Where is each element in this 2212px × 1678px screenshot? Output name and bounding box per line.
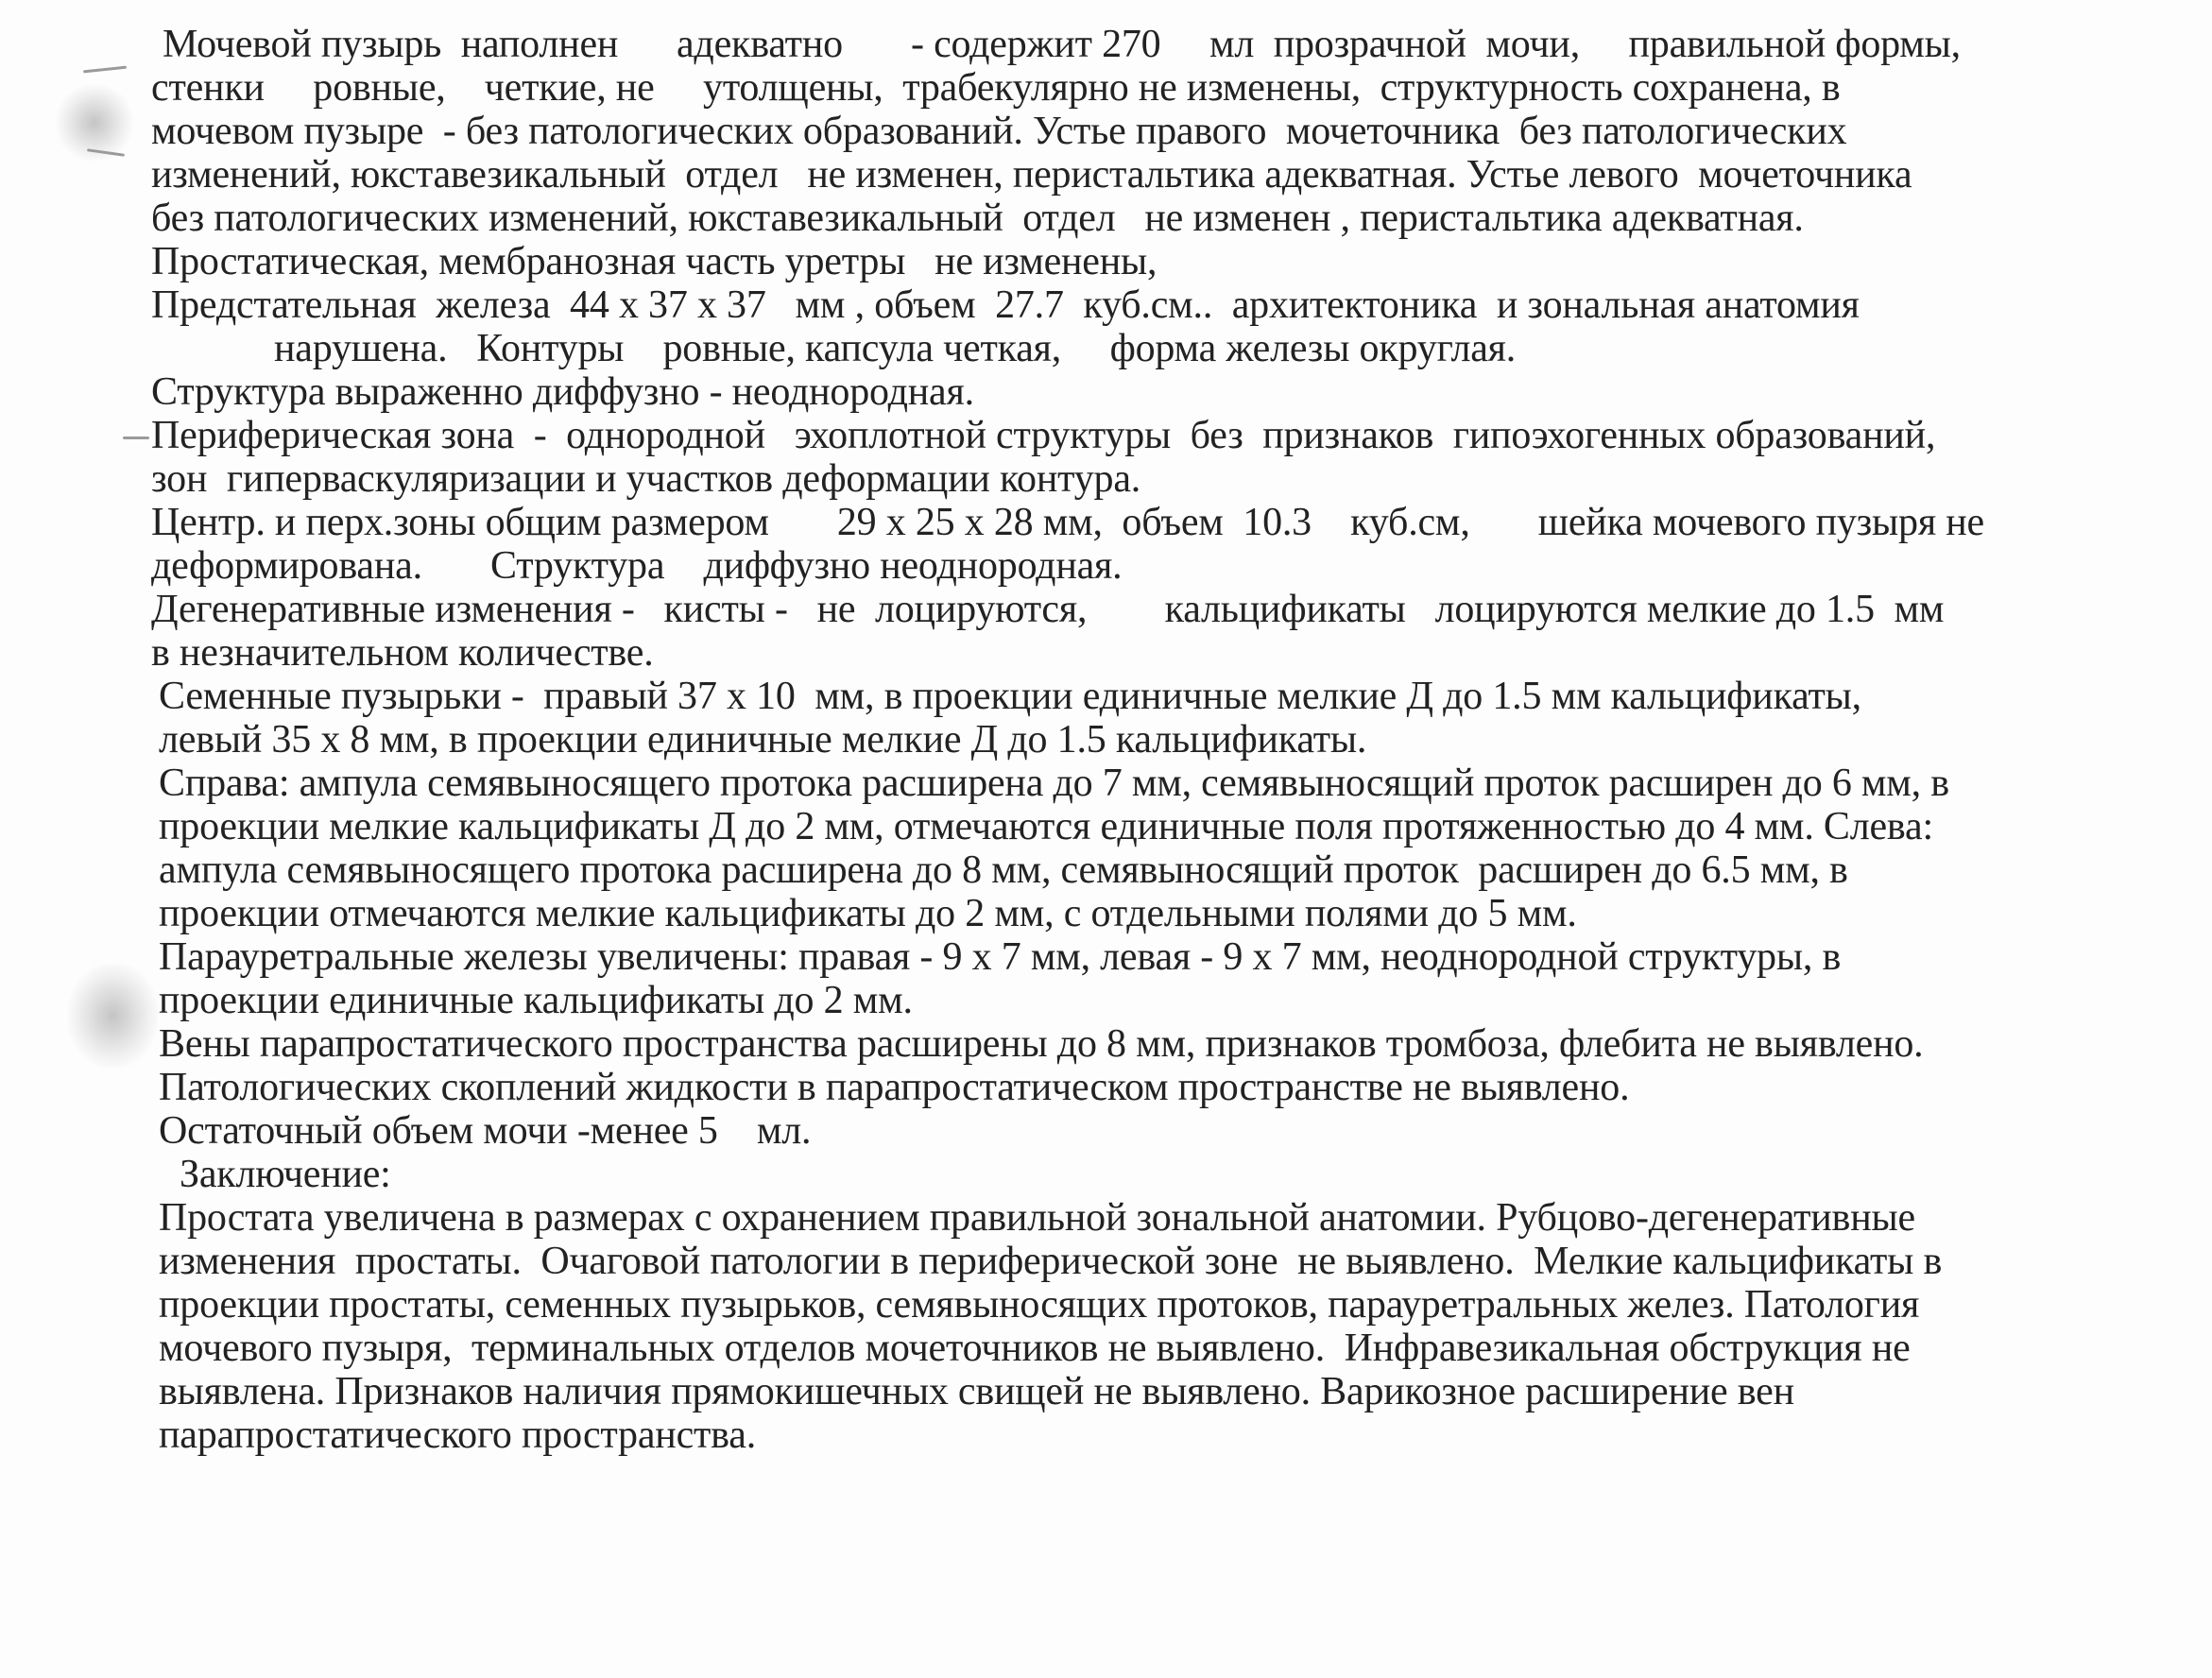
conclusion-line: проекции простаты, семенных пузырьков, семявыносящих протоков, парауретральных желез. Патология (159, 1283, 1920, 1327)
report-line: проекции мелкие кальцификаты Д до 2 мм, отмечаются единичные поля протяженностью до 4 мм. Слева: (159, 805, 1933, 848)
report-line: мочевом пузыре - без патологических образований. Устье правого мочеточника без патологических (151, 110, 1847, 153)
report-line: в незначительном количестве. (151, 631, 654, 675)
scan-artifact-dash (123, 437, 149, 439)
report-line: Центр. и перх.зоны общим размером 29 х 25 х 28 мм, объем 10.3 куб.см, шейка мочевого пузыря не (151, 501, 1984, 544)
report-line: Вены парапростатического пространства расширены до 8 мм, признаков тромбоза, флебита не выявлено. (159, 1022, 1924, 1066)
report-line: Справа: ампула семявыносящего протока расширена до 7 мм, семявыносящий проток расширен до 6 мм, в (159, 762, 1949, 805)
report-line: Остаточный объем мочи -менее 5 мл. (159, 1109, 812, 1153)
report-text-block (151, 23, 2183, 1457)
conclusion-line: изменения простаты. Очаговой патологии в периферической зоне не выявлено. Мелкие кальцификаты в (159, 1240, 1943, 1283)
report-line: изменений, юкставезикальный отдел не изменен, перистальтика адекватная. Устье левого мочеточника (151, 153, 1912, 197)
report-line: Предстательная железа 44 х 37 х 37 мм , объем 27.7 куб.см.. архитектоника и зональная анатомия (151, 283, 1860, 327)
report-line: деформирована. Структура диффузно неоднородная. (151, 544, 1123, 588)
report-line: ампула семявыносящего протока расширена до 8 мм, семявыносящий проток расширен до 6.5 мм, в (159, 848, 1848, 892)
paper-crease-mark (68, 964, 158, 1068)
report-line: Мочевой пузырь наполнен адекватно - содержит 270 мл прозрачной мочи, правильной формы, (163, 23, 1961, 66)
conclusion-line: выявлена. Признаков наличия прямокишечных свищей не выявлено. Варикозное расширение вен (159, 1370, 1794, 1413)
scan-artifact-dash (83, 66, 127, 74)
report-line: Дегенеративные изменения - кисты - не лоцируются, кальцификаты лоцируются мелкие до 1.5 мм (151, 588, 1945, 631)
report-line: Семенные пузырьки - правый 37 х 10 мм, в проекции единичные мелкие Д до 1.5 мм кальцификаты, (159, 675, 1861, 718)
conclusion-line: парапростатического пространства. (159, 1413, 756, 1457)
report-line: левый 35 х 8 мм, в проекции единичные мелкие Д до 1.5 кальцификаты. (159, 718, 1367, 762)
conclusion-heading: Заключение: (180, 1153, 391, 1196)
report-line: нарушена. Контуры ровные, капсула четкая, форма железы округлая. (274, 327, 1517, 370)
report-line: без патологических изменений, юкставезикальный отдел не изменен , перистальтика адекватная. (151, 197, 1804, 240)
report-line: Парауретральные железы увеличены: правая - 9 х 7 мм, левая - 9 х 7 мм, неоднородной структуры, в (159, 935, 1842, 979)
report-line: проекции единичные кальцификаты до 2 мм. (159, 979, 913, 1022)
conclusion-line: Простата увеличена в размерах с охранением правильной зональной анатомии. Рубцово-дегенеративные (159, 1196, 1915, 1240)
report-line: Периферическая зона - однородной эхоплотной структуры без признаков гипоэхогенных образований, (151, 414, 1936, 457)
report-line: Патологических скоплений жидкости в парапростатическом пространстве не выявлено. (159, 1066, 1630, 1109)
report-line: стенки ровные, четкие, не утолщены, трабекулярно не изменены, структурность сохранена, в (151, 66, 1841, 110)
report-line: Структура выраженно диффузно - неоднородная. (151, 370, 974, 414)
report-line: проекции отмечаются мелкие кальцификаты до 2 мм, с отдельными полями до 5 мм. (159, 892, 1577, 935)
conclusion-line: мочевого пузыря, терминальных отделов мочеточников не выявлено. Инфравезикальная обструкция не (159, 1327, 1911, 1370)
report-line: Простатическая, мембранозная часть уретры не изменены, (151, 240, 1157, 283)
report-line: зон гиперваскуляризации и участков деформации контура. (151, 457, 1141, 501)
